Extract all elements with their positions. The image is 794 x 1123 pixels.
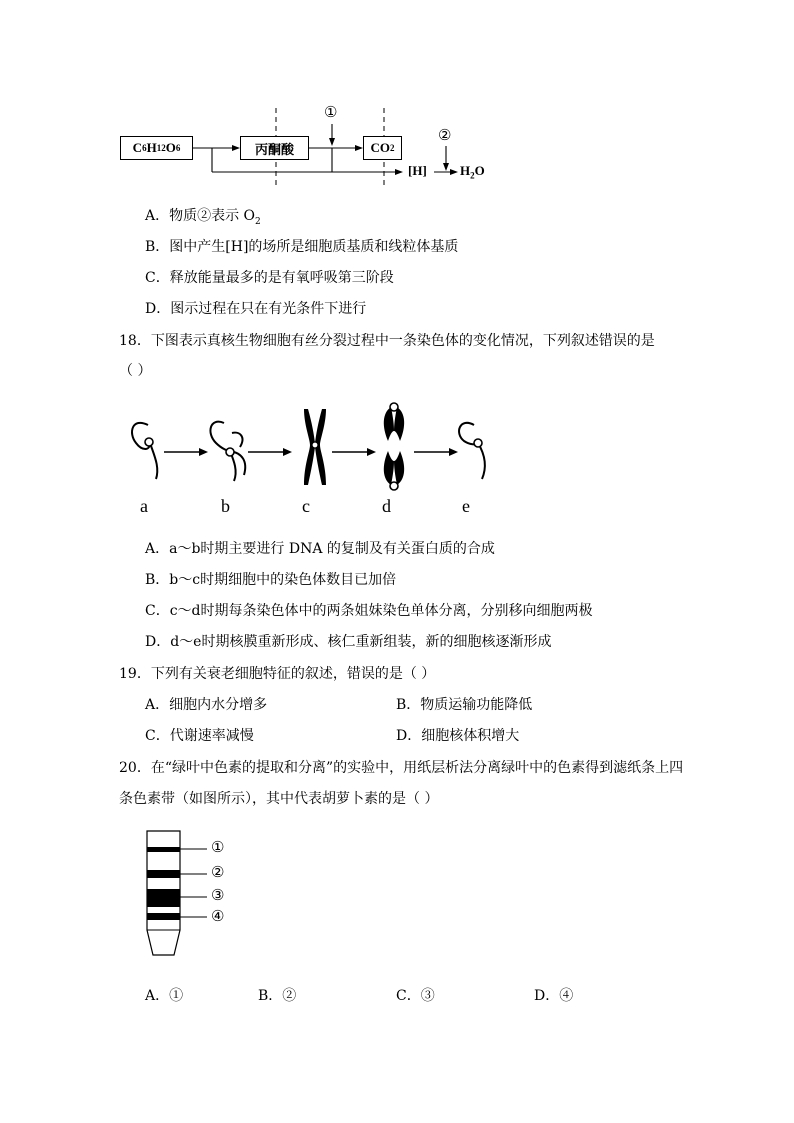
chromosome-d [384,403,404,490]
chromosome-a [132,423,157,479]
q19-option-d: D．细胞核体积增大 [396,728,520,744]
chromosome-diagram [120,395,520,495]
band-label-2: ② [211,863,225,881]
h-label: [H] [408,163,427,178]
band-label-1: ① [211,838,225,856]
q18-option-a: A．a～b时期主要进行 DNA 的复制及有关蛋白质的合成 [145,541,495,557]
pigment-band-4 [147,913,180,920]
q18-option-c: C．c～d时期每条染色体中的两条姐妹染色单体分离，分别移向细胞两极 [145,603,593,619]
q20-option-b: B．② [258,988,297,1004]
pigment-band-1 [147,847,180,852]
q17-option-c: C．释放能量最多的是有氧呼吸第三阶段 [145,270,394,286]
respiration-diagram-lines [0,0,794,200]
q18-stem: 18．下图表示真核生物细胞有丝分裂过程中一条染色体的变化情况，下列叙述错误的是 [119,333,655,349]
pigment-band-3 [147,889,180,907]
q20-option-a: A．① [145,988,184,1004]
marker-1-label: ① [324,103,338,121]
q19-stem: 19．下列有关衰老细胞特征的叙述，错误的是（ ） [119,666,436,682]
chromosome-c [304,409,326,485]
q18-option-b: B．b～c时期细胞中的染色体数目已加倍 [145,572,397,588]
chromosome-label-d: d [382,496,391,516]
chromosome-label-a: a [140,496,148,516]
q19-option-a: A．细胞内水分增多 [145,697,268,713]
glucose-box: C 6 H 12 O 6 [120,136,193,160]
band-label-3: ③ [211,886,225,904]
chromosome-b [210,422,245,481]
q18-answer-paren: （ ） [119,363,152,379]
q18-option-d: D．d～e时期核膜重新形成、核仁重新组装，新的细胞核逐渐形成 [145,634,552,650]
pyruvate-box: 丙酮酸 [240,136,309,160]
band-label-4: ④ [211,907,225,925]
chromosome-label-c: c [302,496,310,516]
q20-option-c: C．③ [396,988,435,1004]
co2-box: CO 2 [363,136,402,160]
h2o-label: $H_2O$ [460,163,485,181]
q17-option-b: B．图中产生[H]的场所是细胞质基质和线粒体基质 [145,239,459,255]
chromosome-label-b: b [221,496,230,516]
chromosome-e [459,423,485,479]
q17-option-a: A．物质②表示 $O_2$ [145,208,261,227]
filter-paper-strip [140,825,260,965]
q19-option-c: C．代谢速率减慢 [145,728,254,744]
q19-option-b: B．物质运输功能降低 [396,697,533,713]
q20-option-d: D．④ [534,988,574,1004]
q20-stem-line1: 20．在“绿叶中色素的提取和分离”的实验中，用纸层析法分离绿叶中的色素得到滤纸条上四 [119,760,684,776]
pigment-band-2 [147,870,180,878]
q20-stem-line2: 条色素带（如图所示），其中代表胡萝卜素的是（ ） [119,791,439,807]
q17-option-d: D．图示过程在只在有光条件下进行 [145,301,367,317]
chromosome-label-e: e [462,496,470,516]
marker-2-label: ② [438,126,452,144]
